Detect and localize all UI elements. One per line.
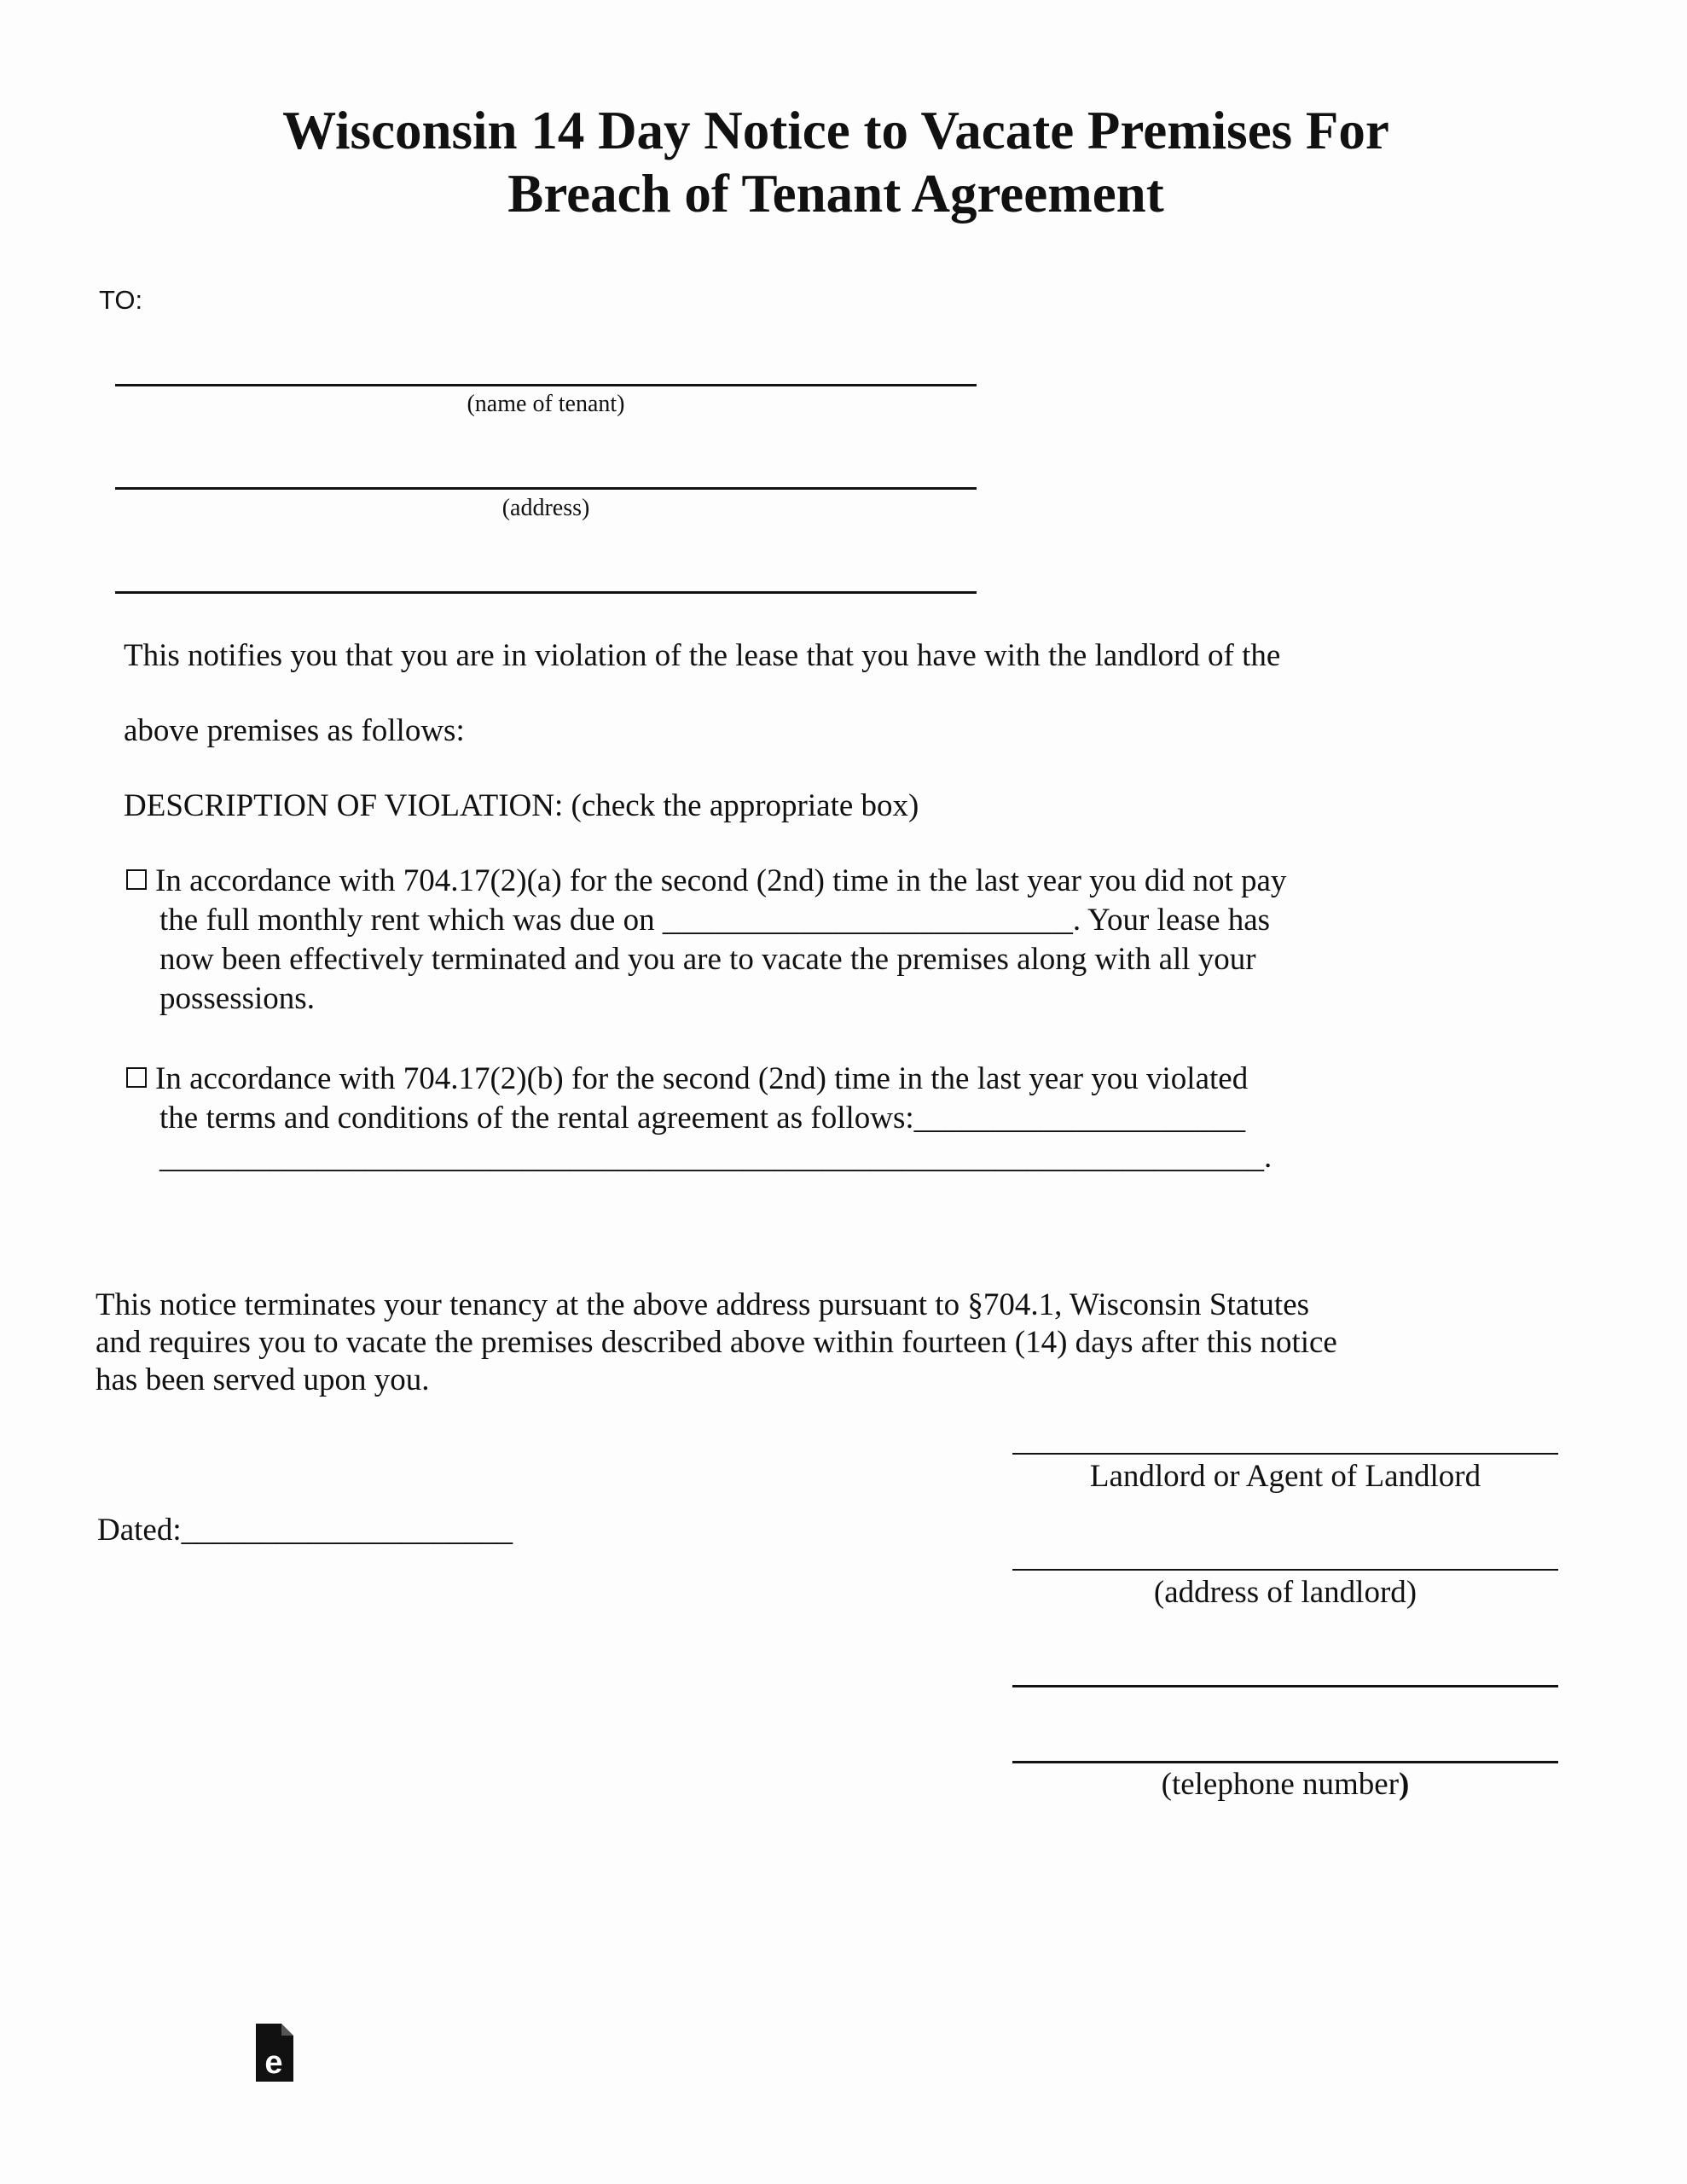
notice-line-3: has been served upon you. xyxy=(96,1362,430,1397)
telephone-caption-text: (telephone number xyxy=(1161,1767,1400,1802)
telephone-line[interactable] xyxy=(1012,1761,1558,1763)
tenant-name-caption: (name of tenant) xyxy=(467,391,625,417)
tenant-address-line-2[interactable] xyxy=(115,591,977,594)
option-b-text: In accordance with 704.17(2)(b) for the second (2nd) time in the last year you violated xyxy=(155,1061,1249,1096)
notice-line-2: and requires you to vacate the premises described above within fourteen (14) days after this notice xyxy=(96,1325,1337,1360)
violation-heading: DESCRIPTION OF VIOLATION: (check the appropriate box) xyxy=(124,788,919,823)
option-a-line-4: possessions. xyxy=(159,981,315,1016)
notice-line-1: This notice terminates your tenancy at the above address pursuant to §704.1, Wisconsin Statutes xyxy=(96,1287,1310,1322)
document-e-logo-icon xyxy=(256,2024,297,2082)
dated-field[interactable]: Dated:_____________________ xyxy=(97,1513,513,1548)
option-a-line-1 xyxy=(126,862,1286,901)
landlord-signature-line[interactable] xyxy=(1012,1453,1558,1455)
landlord-address-line[interactable] xyxy=(1012,1569,1558,1571)
option-b-line-3: ______________________________________________________________________. xyxy=(159,1140,1272,1175)
tenant-address-line[interactable] xyxy=(115,487,977,490)
option-a-checkbox[interactable] xyxy=(126,869,147,890)
option-b-line-1 xyxy=(126,1060,1248,1099)
intro-line-1: This notifies you that you are in violation of the lease that you have with the landlord of the xyxy=(124,638,1281,673)
document-title xyxy=(0,99,1672,225)
tenant-address-caption: (address) xyxy=(501,495,590,521)
intro-line-2: above premises as follows: xyxy=(124,713,465,748)
option-a-line-2: the full monthly rent which was due on __________________________. Your lease has xyxy=(159,903,1271,938)
option-b-checkbox[interactable] xyxy=(126,1067,147,1088)
landlord-address-line-2[interactable] xyxy=(1012,1685,1558,1687)
title-line-2: Breach of Tenant Agreement xyxy=(507,164,1164,224)
landlord-caption: Landlord or Agent of Landlord xyxy=(1089,1459,1481,1494)
tenant-name-line[interactable] xyxy=(115,384,977,386)
landlord-address-caption: (address of landlord) xyxy=(1153,1575,1417,1610)
to-label: TO: xyxy=(99,285,143,315)
svg-text:e: e xyxy=(264,2045,283,2081)
option-a-text: In accordance with 704.17(2)(a) for the second (2nd) time in the last year you did not pay xyxy=(155,863,1287,898)
option-a-line-3: now been effectively terminated and you are to vacate the premises along with all your xyxy=(159,942,1256,977)
option-b-line-2: the terms and conditions of the rental agreement as follows:_____________________ xyxy=(159,1101,1246,1136)
title-line-1: Wisconsin 14 Day Notice to Vacate Premises For xyxy=(282,101,1389,160)
telephone-caption xyxy=(1012,1766,1558,1803)
telephone-caption-close: ) xyxy=(1399,1767,1410,1802)
